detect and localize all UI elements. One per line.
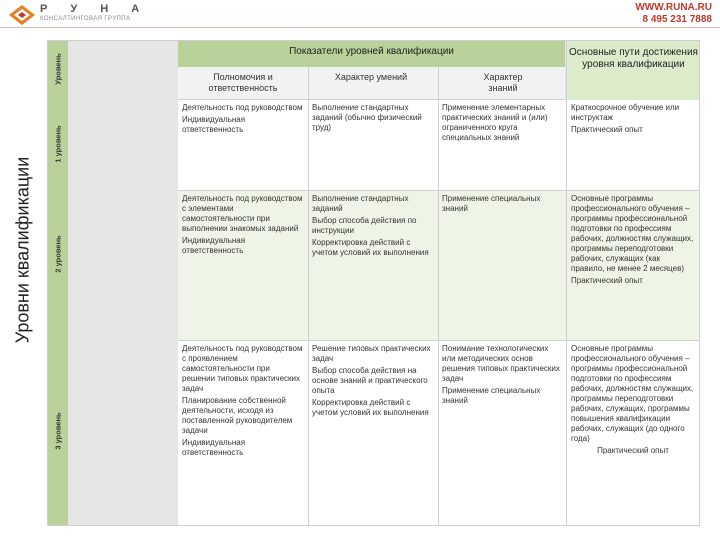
row1-authority-cell: Деятельность под руководством Индивидуальная ответственность <box>182 103 303 134</box>
row2-paths-cell: Основные программы профессионального обучения – программы профессиональной подготовки по профессиям рабочих, должностям служащих, программы переподготовки рабочих, служащих (как правило, не менее 2 месяцев) Практический опыт <box>571 194 694 285</box>
row2-knowledge-cell: Применение специальных знаний <box>442 194 541 213</box>
column-header-skills: Характер умений <box>334 72 408 82</box>
grid-line <box>438 67 439 525</box>
side-caption: Уровни квалификации <box>12 156 33 344</box>
runa-logo-icon <box>8 4 36 26</box>
row3-skills-cell: Решение типовых практических задач Выбор способа действия на основе знаний и практического опыта Корректировка действий с учетом условий их выполнения <box>312 344 431 417</box>
row3-paths-cell: Основные программы профессионального обучения – программы профессиональной подготовки по профессиям рабочих, должностям служащих, программы переподготовки рабочих, служащих, программы повышения квалификации рабочих, служащих (до одного года) Практический опыт <box>571 344 694 455</box>
level-column <box>48 41 68 525</box>
column-header-knowledge: Характер знаний <box>483 72 523 93</box>
indicators-header: Показатели уровней квалификации <box>178 41 565 67</box>
row1-skills-cell: Выполнение стандартных заданий (обычно физический труд) <box>312 103 422 132</box>
header-divider <box>0 27 720 28</box>
row1-paths-cell: Краткосрочное обучение или инструктаж Практический опыт <box>571 103 680 134</box>
row-level-label: 3 уровень <box>53 412 63 450</box>
level-header: Уровень <box>53 53 63 85</box>
site-contacts <box>635 2 712 26</box>
row-level-label: 2 уровень <box>53 235 63 273</box>
grid-line <box>308 67 309 525</box>
paths-header: Основные пути достижения уровня квалификации <box>568 41 699 100</box>
row3-authority-cell: Деятельность под руководством с проявлением самостоятельности при решении типовых практических задач Планирование собственной деятельности, исходя из поставленной руководителем задачи Индивидуальная ответственность <box>182 344 303 457</box>
row1-knowledge-cell: Применение элементарных практических знаний и (или) ограниченного круга специальных знаний <box>442 103 548 142</box>
row2-authority-cell: Деятельность под руководством с элементами самостоятельности при выполнении знакомых заданий Индивидуальная ответственность <box>182 194 303 255</box>
logo-name: Р У Н А <box>40 3 150 15</box>
row-level-label: 1 уровень <box>53 125 63 163</box>
grid-line <box>178 190 699 191</box>
row2-skills-cell: Выполнение стандартных заданий Выбор способа действия по инструкции Корректировка действий с учетом условий их выполнения <box>312 194 429 257</box>
qualification-table <box>47 40 700 526</box>
site-phone: 8 495 231 7888 <box>642 14 712 25</box>
grid-line <box>178 340 699 341</box>
row3-knowledge-cell: Понимание технологических или методических основ решения типовых практических задач Применение специальных знаний <box>442 344 560 405</box>
site-url[interactable]: WWW.RUNA.RU <box>635 2 712 13</box>
logo-subtitle: КОНСАЛТИНГОВАЯ ГРУППА <box>40 16 131 22</box>
grid-line <box>566 41 567 525</box>
column-header-authority: Полномочия и ответственность <box>208 72 278 93</box>
